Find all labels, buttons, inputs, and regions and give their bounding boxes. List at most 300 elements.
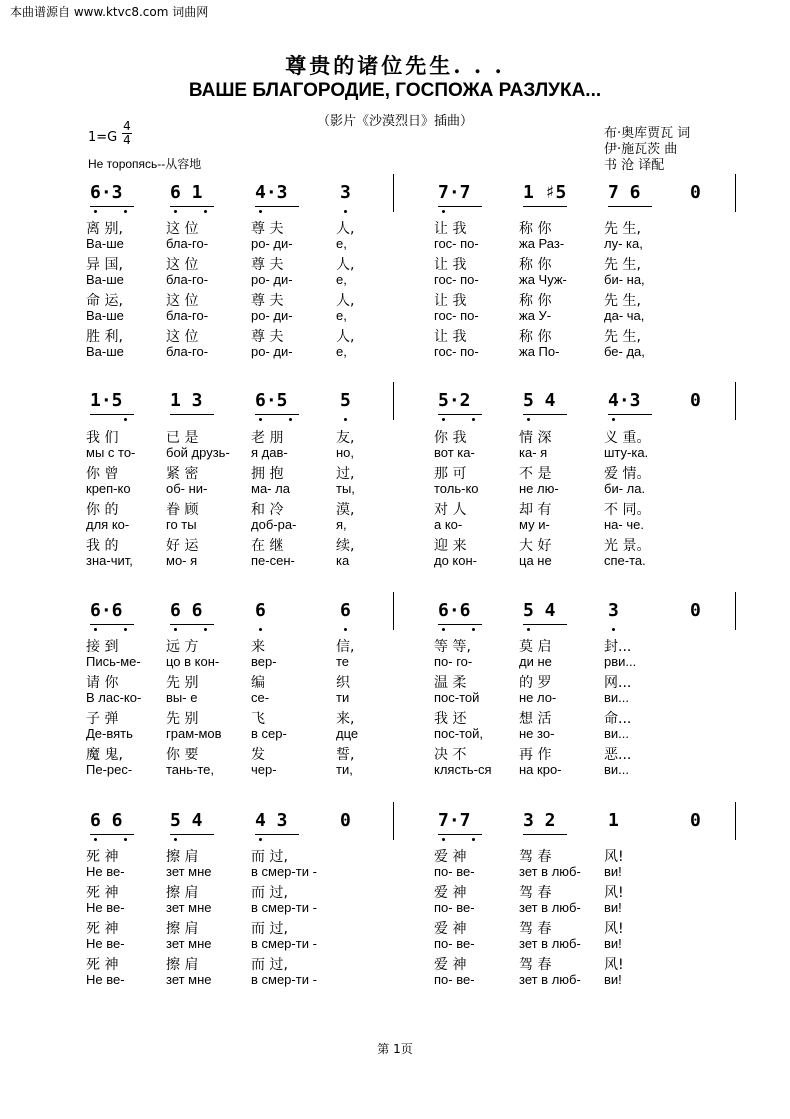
lyric-chinese: 先 生, [604,257,641,273]
lyric-russian: Не ве- [86,936,125,951]
lyric-russian: пе-сен- [251,553,295,568]
lyric-russian: е, [336,344,347,359]
lyric-russian: в смер-ти - [251,864,317,879]
lyric-chinese: 让 我 [434,257,467,273]
lyric-russian: рви... [604,654,637,669]
lyric-chinese: 而 过, [251,885,288,901]
lyric-chinese: 老 朋 [251,430,284,446]
octave-dot [259,418,262,421]
octave-dot [442,838,445,841]
octave-dot [472,628,475,631]
beam-line [438,206,482,207]
lyric-chinese: 迎 来 [434,538,467,554]
lyric-chinese: 这 位 [166,221,199,237]
lyric-russian: об- ни- [166,481,208,496]
lyric-russian: на кро- [519,762,562,777]
song-title-chinese: 尊贵的诸位先生. . . [285,53,505,78]
page-number: 第 1页 [377,1042,413,1056]
beam-line [90,206,134,207]
lyric-russian: не зо- [519,726,555,741]
note-group: 6·6 [90,600,123,621]
lyric-chinese: 尊 夫 [251,257,284,273]
lyric-russian: я дав- [251,445,288,460]
note-group: 4·3 [608,390,641,411]
lyric-chinese: 死 神 [86,957,119,973]
lyric-chinese: 命... [604,711,632,727]
lyric-chinese: 擦 肩 [166,957,199,973]
octave-dot [612,628,615,631]
note-group: 5 4 [523,600,556,621]
song-subtitle: （影片《沙漠烈日》插曲） [316,114,473,129]
lyric-chinese: 织 [336,675,350,691]
time-signature-bottom: 4 [123,133,131,147]
lyric-chinese: 而 过, [251,849,288,865]
lyric-chinese: 誓, [336,747,355,763]
lyric-chinese: 先 生, [604,221,641,237]
bar-line [735,174,736,212]
lyric-chinese: 驾 春 [519,849,552,865]
beam-line [438,414,482,415]
lyric-russian: ка [336,553,350,568]
note-group: 6 [340,600,351,621]
lyric-russian: а ко- [434,517,463,532]
lyric-russian: зет в люб- [519,936,581,951]
octave-dot [472,838,475,841]
bar-line [393,592,394,630]
note-group: 3 2 [523,810,556,831]
tempo-marking: Не торопясь--从容地 [88,157,202,171]
lyric-chinese: 过, [336,466,355,482]
beam-line [90,624,134,625]
lyric-russian: я, [336,517,347,532]
lyric-chinese: 子 弹 [86,711,119,727]
lyric-russian: до кон- [434,553,477,568]
lyric-chinese: 死 神 [86,921,119,937]
lyric-russian: пос-той [434,690,480,705]
note-group: 0 [340,810,351,831]
lyric-chinese: 先 别 [166,711,199,727]
beam-line [170,834,214,835]
lyric-chinese: 编 [251,675,265,691]
lyric-russian: жа По- [519,344,560,359]
lyric-chinese: 和 冷 [251,502,284,518]
octave-dot [124,210,127,213]
lyric-chinese: 这 位 [166,329,199,345]
octave-dot [612,418,615,421]
note-group: 5 4 [170,810,203,831]
lyric-russian: спе-та. [604,553,646,568]
lyric-chinese: 远 方 [166,639,199,655]
lyric-chinese: 续, [336,538,355,554]
lyric-chinese: 胜 利, [86,329,123,345]
lyric-chinese: 人, [336,221,355,237]
octave-dot [94,838,97,841]
octave-dot [124,628,127,631]
lyric-russian: в смер-ти - [251,900,317,915]
lyric-russian: ти [336,690,350,705]
lyric-chinese: 来 [251,639,265,655]
beam-line [608,414,652,415]
lyric-russian: не ло- [519,690,557,705]
lyric-russian: гос- по- [434,344,479,359]
octave-dot [442,628,445,631]
beam-line [170,414,214,415]
lyric-chinese: 义 重。 [604,430,651,446]
lyric-russian: зет мне [166,864,212,879]
lyric-chinese: 好 运 [166,538,199,554]
lyric-russian: би- ла. [604,481,646,496]
octave-dot [174,210,177,213]
lyric-russian: вы- е [166,690,198,705]
lyric-chinese: 驾 春 [519,921,552,937]
lyric-chinese: 温 柔 [434,675,467,691]
lyric-russian: бе- да, [604,344,645,359]
lyric-chinese: 擦 肩 [166,921,199,937]
note-group: 0 [690,390,701,411]
lyric-chinese: 我 还 [434,711,467,727]
lyric-russian: жа Чуж- [519,272,567,287]
lyric-russian: креп-ко [86,481,131,496]
note-group: 7 6 [608,182,641,203]
lyric-russian: ди не [519,654,552,669]
lyric-russian: шту-ка. [604,445,649,460]
lyric-russian: дце [336,726,359,741]
lyric-russian: ви! [604,864,622,879]
lyric-chinese: 在 继 [251,538,284,554]
note-group: 5 [340,390,351,411]
lyric-chinese: 尊 夫 [251,293,284,309]
lyric-russian: ви! [604,936,622,951]
note-group: 0 [690,810,701,831]
lyric-russian: Пись-ме- [86,654,141,669]
credit-lyricist: 布·奥库贾瓦 词 [604,126,691,141]
beam-line [255,414,299,415]
note-group: 5 4 [523,390,556,411]
lyric-russian: клясть-ся [434,762,492,777]
lyric-russian: е, [336,236,347,251]
note-group: 7·7 [438,810,471,831]
lyric-chinese: 的 罗 [519,675,552,691]
lyric-chinese: 漠, [336,502,355,518]
lyric-chinese: 称 你 [519,221,552,237]
octave-dot [174,838,177,841]
lyric-russian: не лю- [519,481,559,496]
lyric-chinese: 这 位 [166,257,199,273]
lyric-russian: зет в люб- [519,900,581,915]
lyric-russian: чер- [251,762,277,777]
lyric-russian: ты, [336,481,355,496]
lyric-russian: ка- я [519,445,548,460]
lyric-chinese: 这 位 [166,293,199,309]
lyric-russian: да- ча, [604,308,645,323]
lyric-chinese: 而 过, [251,957,288,973]
lyric-chinese: 拥 抱 [251,466,284,482]
lyric-chinese: 人, [336,329,355,345]
octave-dot [259,628,262,631]
lyric-chinese: 人, [336,257,355,273]
lyric-russian: гос- по- [434,236,479,251]
lyric-chinese: 来, [336,711,355,727]
octave-dot [204,210,207,213]
lyric-chinese: 风! [604,921,624,937]
lyric-russian: бла-го- [166,308,209,323]
lyric-russian: по- ве- [434,936,475,951]
octave-dot [527,418,530,421]
lyric-russian: ти, [336,762,353,777]
note-group: 4·3 [255,182,288,203]
key-signature: 1=G [88,130,118,145]
lyric-chinese: 大 好 [519,538,552,554]
lyric-russian: в смер-ти - [251,972,317,987]
lyric-chinese: 先 别 [166,675,199,691]
lyric-chinese: 友, [336,430,355,446]
lyric-chinese: 死 神 [86,849,119,865]
lyric-russian: го ты [166,517,197,532]
lyric-chinese: 风! [604,885,624,901]
octave-dot [204,628,207,631]
octave-dot [124,418,127,421]
lyric-russian: Не ве- [86,972,125,987]
lyric-russian: Пе-рес- [86,762,133,777]
beam-line [90,834,134,835]
lyric-chinese: 网... [604,675,632,691]
lyric-chinese: 擦 肩 [166,885,199,901]
bar-line [735,382,736,420]
lyric-russian: Не ве- [86,900,125,915]
lyric-chinese: 你 曾 [86,466,119,482]
lyric-chinese: 你 的 [86,502,119,518]
lyric-russian: бла-го- [166,236,209,251]
lyric-chinese: 接 到 [86,639,119,655]
lyric-russian: по- го- [434,654,473,669]
note-group: 6·6 [438,600,471,621]
note-group: 0 [690,600,701,621]
lyric-russian: зет мне [166,972,212,987]
lyric-chinese: 已 是 [166,430,199,446]
lyric-chinese: 莫 启 [519,639,552,655]
lyric-chinese: 死 神 [86,885,119,901]
lyric-russian: Не ве- [86,864,125,879]
lyric-russian: Де-вять [86,726,133,741]
lyric-russian: в смер-ти - [251,936,317,951]
beam-line [170,624,214,625]
beam-line [438,624,482,625]
lyric-chinese: 称 你 [519,329,552,345]
lyric-chinese: 光 景。 [604,538,651,554]
bar-line [735,802,736,840]
lyric-russian: зет мне [166,900,212,915]
lyric-chinese: 那 可 [434,466,467,482]
note-group: 4 3 [255,810,288,831]
lyric-chinese: 驾 春 [519,957,552,973]
lyric-russian: грам-мов [166,726,222,741]
lyric-russian: е, [336,308,347,323]
beam-line [608,206,652,207]
lyric-russian: ви... [604,690,630,705]
octave-dot [174,628,177,631]
lyric-russian: лу- ка, [604,236,643,251]
beam-line [255,834,299,835]
beam-line [523,414,567,415]
lyric-chinese: 命 运, [86,293,123,309]
octave-dot [442,418,445,421]
note-group: 6 1 [170,182,203,203]
lyric-chinese: 尊 夫 [251,329,284,345]
lyric-chinese: 请 你 [86,675,119,691]
octave-dot [259,210,262,213]
lyric-chinese: 而 过, [251,921,288,937]
lyric-russian: по- ве- [434,972,475,987]
note-group: 6·3 [90,182,123,203]
lyric-chinese: 再 作 [519,747,552,763]
lyric-chinese: 风! [604,849,624,865]
lyric-chinese: 爱 情。 [604,466,651,482]
lyric-russian: по- ве- [434,864,475,879]
beam-line [438,834,482,835]
beam-line [255,206,299,207]
lyric-chinese: 封... [604,639,632,655]
octave-dot [94,628,97,631]
lyric-russian: Ва-ше [86,308,124,323]
lyric-chinese: 不 是 [519,466,552,482]
lyric-russian: ро- ди- [251,236,293,251]
lyric-russian: толь-ко [434,481,479,496]
bar-line [735,592,736,630]
note-group: 6 6 [90,810,123,831]
note-group: 1 3 [170,390,203,411]
note-group: 6·5 [255,390,288,411]
credit-translator: 书 沧 译配 [604,158,665,173]
lyric-russian: зет в люб- [519,864,581,879]
octave-dot [94,210,97,213]
lyric-chinese: 称 你 [519,257,552,273]
lyric-russian: ви! [604,972,622,987]
octave-dot [344,210,347,213]
lyric-chinese: 称 你 [519,293,552,309]
lyric-russian: ро- ди- [251,308,293,323]
lyric-russian: зет в люб- [519,972,581,987]
note-group: 7·7 [438,182,471,203]
note-group: 6 6 [170,600,203,621]
beam-line [170,206,214,207]
lyric-russian: би- на, [604,272,645,287]
lyric-russian: на- че. [604,517,644,532]
lyric-chinese: 爱 神 [434,885,467,901]
beam-line [523,624,567,625]
lyric-russian: ви... [604,762,630,777]
lyric-chinese: 我 们 [86,430,119,446]
lyric-russian: ви... [604,726,630,741]
lyric-russian: ца не [519,553,552,568]
lyric-russian: цо в кон- [166,654,220,669]
lyric-chinese: 对 人 [434,502,467,518]
lyric-russian: тань-те, [166,762,214,777]
lyric-chinese: 我 的 [86,538,119,554]
lyric-chinese: 爱 神 [434,957,467,973]
lyric-chinese: 风! [604,957,624,973]
lyric-russian: по- ве- [434,900,475,915]
note-group: 3 [608,600,619,621]
lyric-chinese: 紧 密 [166,466,199,482]
lyric-russian: гос- по- [434,272,479,287]
lyric-russian: бой друзь- [166,445,230,460]
lyric-russian: мы с то- [86,445,136,460]
note-group: 1·5 [90,390,123,411]
lyric-chinese: 先 生, [604,293,641,309]
octave-dot [259,838,262,841]
lyric-chinese: 不 同。 [604,502,651,518]
octave-dot [344,628,347,631]
lyric-chinese: 先 生, [604,329,641,345]
lyric-chinese: 驾 春 [519,885,552,901]
lyric-russian: е, [336,272,347,287]
lyric-russian: Ва-ше [86,272,124,287]
beam-line [90,414,134,415]
lyric-chinese: 让 我 [434,329,467,345]
note-group: 1 [608,810,619,831]
lyric-russian: для ко- [86,517,130,532]
lyric-russian: Ва-ше [86,344,124,359]
lyric-chinese: 魔 鬼, [86,747,123,763]
lyric-chinese: 你 我 [434,430,467,446]
lyric-chinese: 眷 顾 [166,502,199,518]
time-signature-top: 4 [123,119,131,133]
lyric-russian: жа У- [519,308,552,323]
lyric-russian: те [336,654,350,669]
lyric-chinese: 爱 神 [434,921,467,937]
bar-line [393,174,394,212]
lyric-russian: бла-го- [166,344,209,359]
bar-line [393,382,394,420]
lyric-chinese: 信, [336,639,355,655]
lyric-russian: вер- [251,654,277,669]
lyric-russian: мо- я [166,553,198,568]
lyric-chinese: 情 深 [519,430,552,446]
lyric-russian: ро- ди- [251,344,293,359]
song-title-russian: ВАШЕ БЛАГОРОДИЕ, ГОСПОЖА РАЗЛУКА... [188,80,602,101]
octave-dot [344,418,347,421]
lyric-chinese: 却 有 [519,502,552,518]
octave-dot [472,418,475,421]
bar-line [393,802,394,840]
beam-line [523,834,567,835]
lyric-russian: В лас-ко- [86,690,142,705]
lyric-russian: гос- по- [434,308,479,323]
octave-dot [289,418,292,421]
lyric-russian: бла-го- [166,272,209,287]
lyric-chinese: 尊 夫 [251,221,284,237]
lyric-russian: зет мне [166,936,212,951]
source-line: 本曲谱源自 www.ktvc8.com 词曲网 [10,5,209,19]
note-group: 0 [690,182,701,203]
lyric-russian: зна-чит, [86,553,133,568]
note-group: 5·2 [438,390,471,411]
lyric-chinese: 离 别, [86,221,123,237]
lyric-chinese: 恶... [604,747,632,763]
credit-composer: 伊·施瓦茨 曲 [604,142,678,157]
lyric-chinese: 让 我 [434,293,467,309]
lyric-russian: вот ка- [434,445,475,460]
note-group: 6 [255,600,266,621]
lyric-chinese: 你 要 [166,747,199,763]
lyric-chinese: 决 不 [434,747,467,763]
lyric-chinese: 让 我 [434,221,467,237]
lyric-russian: Ва-ше [86,236,124,251]
lyric-chinese: 爱 神 [434,849,467,865]
lyric-chinese: 发 [251,747,265,763]
lyric-chinese: 人, [336,293,355,309]
note-group: 3 [340,182,351,203]
